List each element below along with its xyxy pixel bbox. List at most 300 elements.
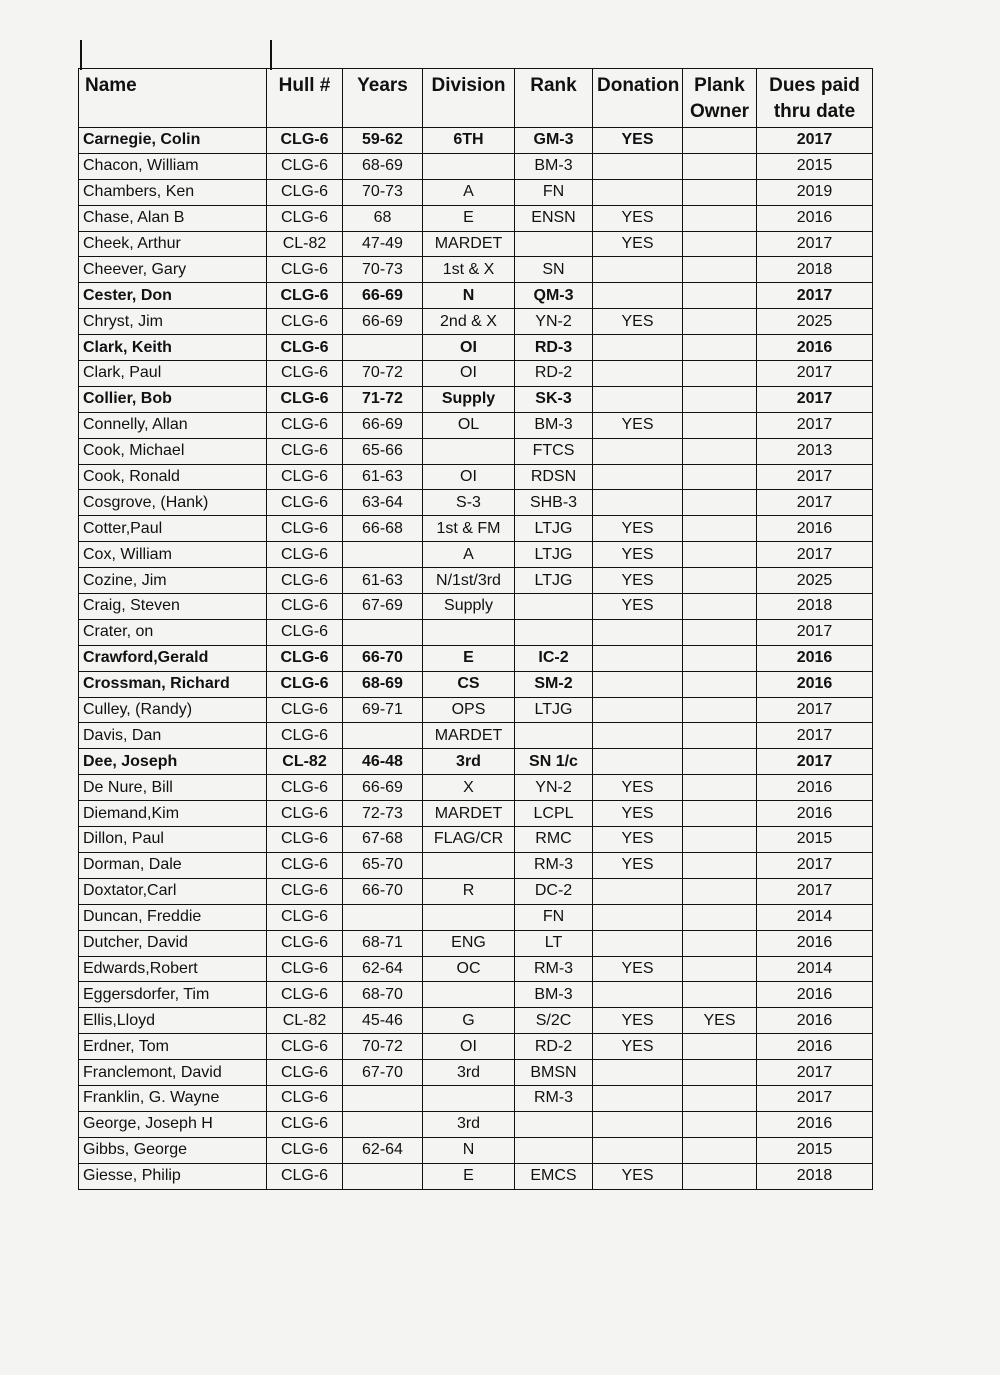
- cell-hull: CLG-6: [267, 827, 343, 853]
- table-row: [79, 309, 873, 335]
- cell-division: 2nd & X: [423, 309, 515, 335]
- cell-name: Erdner, Tom: [79, 1034, 267, 1060]
- cell-years: 70-72: [343, 1034, 423, 1060]
- cell-donation: [593, 257, 683, 283]
- cell-years: 67-68: [343, 827, 423, 853]
- table-row: [79, 179, 873, 205]
- cell-plank-owner: [683, 1060, 757, 1086]
- roster-body: [79, 128, 873, 1190]
- cell-donation: YES: [593, 231, 683, 257]
- cell-dues-paid: 2017: [757, 723, 873, 749]
- table-row: [79, 619, 873, 645]
- cell-name: Cook, Ronald: [79, 464, 267, 490]
- cell-division: FLAG/CR: [423, 827, 515, 853]
- cell-hull: CLG-6: [267, 1085, 343, 1111]
- cell-division: OI: [423, 464, 515, 490]
- cell-donation: [593, 619, 683, 645]
- cell-plank-owner: [683, 516, 757, 542]
- cell-years: 70-73: [343, 257, 423, 283]
- cell-rank: LTJG: [515, 542, 593, 568]
- cell-division: G: [423, 1008, 515, 1034]
- cell-plank-owner: [683, 490, 757, 516]
- cell-division: A: [423, 542, 515, 568]
- cell-rank: RMC: [515, 827, 593, 853]
- cell-division: MARDET: [423, 723, 515, 749]
- cell-donation: YES: [593, 956, 683, 982]
- cell-dues-paid: 2016: [757, 205, 873, 231]
- cell-hull: CLG-6: [267, 464, 343, 490]
- cell-dues-paid: 2017: [757, 749, 873, 775]
- table-row: [79, 516, 873, 542]
- cell-dues-paid: 2013: [757, 438, 873, 464]
- cell-years: 70-72: [343, 361, 423, 387]
- cell-hull: CLG-6: [267, 568, 343, 594]
- cell-plank-owner: [683, 801, 757, 827]
- cell-plank-owner: [683, 645, 757, 671]
- cell-years: [343, 1163, 423, 1189]
- cell-years: 72-73: [343, 801, 423, 827]
- cell-division: N: [423, 283, 515, 309]
- cell-dues-paid: 2017: [757, 464, 873, 490]
- cell-hull: CLG-6: [267, 594, 343, 620]
- cell-rank: BM-3: [515, 982, 593, 1008]
- cell-dues-paid: 2019: [757, 179, 873, 205]
- cell-donation: YES: [593, 801, 683, 827]
- cell-years: 70-73: [343, 179, 423, 205]
- cell-plank-owner: [683, 438, 757, 464]
- cell-years: 68-69: [343, 153, 423, 179]
- cell-plank-owner: [683, 723, 757, 749]
- table-row: [79, 568, 873, 594]
- cell-name: Collier, Bob: [79, 386, 267, 412]
- cell-plank-owner: [683, 697, 757, 723]
- cell-donation: YES: [593, 1034, 683, 1060]
- cell-plank-owner: [683, 775, 757, 801]
- table-row: [79, 464, 873, 490]
- cell-plank-owner: [683, 179, 757, 205]
- header-row: [79, 69, 873, 128]
- cell-plank-owner: [683, 982, 757, 1008]
- table-row: [79, 1163, 873, 1189]
- cell-hull: CLG-6: [267, 386, 343, 412]
- cell-hull: CLG-6: [267, 542, 343, 568]
- cell-rank: SN: [515, 257, 593, 283]
- cell-division: MARDET: [423, 231, 515, 257]
- cell-hull: CLG-6: [267, 1034, 343, 1060]
- cell-hull: CLG-6: [267, 309, 343, 335]
- cell-name: Crossman, Richard: [79, 671, 267, 697]
- cell-dues-paid: 2016: [757, 1008, 873, 1034]
- cell-name: Chryst, Jim: [79, 309, 267, 335]
- cell-years: 66-69: [343, 412, 423, 438]
- table-row: [79, 904, 873, 930]
- cell-hull: CLG-6: [267, 904, 343, 930]
- cell-dues-paid: 2025: [757, 568, 873, 594]
- cell-name: Crater, on: [79, 619, 267, 645]
- cell-plank-owner: [683, 956, 757, 982]
- table-row: [79, 775, 873, 801]
- cell-division: 6TH: [423, 128, 515, 154]
- cell-plank-owner: [683, 257, 757, 283]
- cell-dues-paid: 2017: [757, 490, 873, 516]
- cell-name: Chase, Alan B: [79, 205, 267, 231]
- cell-dues-paid: 2017: [757, 542, 873, 568]
- cell-name: Cosgrove, (Hank): [79, 490, 267, 516]
- cell-division: S-3: [423, 490, 515, 516]
- cell-plank-owner: [683, 309, 757, 335]
- cell-hull: CLG-6: [267, 128, 343, 154]
- cell-rank: LT: [515, 930, 593, 956]
- cell-rank: FN: [515, 904, 593, 930]
- cell-years: 68-70: [343, 982, 423, 1008]
- cell-years: [343, 335, 423, 361]
- cell-donation: [593, 153, 683, 179]
- cell-donation: [593, 930, 683, 956]
- cell-rank: [515, 231, 593, 257]
- table-row: [79, 128, 873, 154]
- cell-hull: CL-82: [267, 749, 343, 775]
- cell-division: E: [423, 1163, 515, 1189]
- cell-rank: DC-2: [515, 878, 593, 904]
- header-donation: Donation: [593, 69, 683, 128]
- cell-division: 3rd: [423, 1060, 515, 1086]
- table-row: [79, 1060, 873, 1086]
- cell-rank: LTJG: [515, 516, 593, 542]
- cell-division: E: [423, 645, 515, 671]
- cell-rank: RDSN: [515, 464, 593, 490]
- cell-rank: SK-3: [515, 386, 593, 412]
- cell-name: Cozine, Jim: [79, 568, 267, 594]
- cell-name: Connelly, Allan: [79, 412, 267, 438]
- member-roster-table: [78, 68, 873, 1190]
- cell-years: [343, 542, 423, 568]
- cell-hull: CLG-6: [267, 775, 343, 801]
- table-row: [79, 361, 873, 387]
- cell-rank: LCPL: [515, 801, 593, 827]
- cell-years: 66-70: [343, 878, 423, 904]
- cell-division: R: [423, 878, 515, 904]
- cell-name: Gibbs, George: [79, 1137, 267, 1163]
- cell-plank-owner: [683, 464, 757, 490]
- cell-donation: [593, 361, 683, 387]
- cell-division: A: [423, 179, 515, 205]
- cell-dues-paid: 2017: [757, 361, 873, 387]
- cell-plank-owner: [683, 205, 757, 231]
- cell-donation: YES: [593, 568, 683, 594]
- cell-donation: [593, 464, 683, 490]
- cell-plank-owner: [683, 568, 757, 594]
- cell-rank: [515, 594, 593, 620]
- cell-plank-owner: [683, 827, 757, 853]
- cell-hull: CLG-6: [267, 1060, 343, 1086]
- cell-division: [423, 852, 515, 878]
- cell-rank: RD-3: [515, 335, 593, 361]
- table-row: [79, 671, 873, 697]
- cell-dues-paid: 2016: [757, 801, 873, 827]
- cell-name: Crawford,Gerald: [79, 645, 267, 671]
- cell-division: Supply: [423, 594, 515, 620]
- table-row: [79, 335, 873, 361]
- cell-dues-paid: 2014: [757, 956, 873, 982]
- cell-plank-owner: [683, 128, 757, 154]
- header-dues-paid: Dues paid thru date: [757, 69, 873, 128]
- cell-years: 67-70: [343, 1060, 423, 1086]
- cell-dues-paid: 2017: [757, 283, 873, 309]
- cell-hull: CL-82: [267, 1008, 343, 1034]
- cell-dues-paid: 2025: [757, 309, 873, 335]
- header-name: Name: [79, 69, 267, 128]
- cell-years: 68: [343, 205, 423, 231]
- cell-rank: EMCS: [515, 1163, 593, 1189]
- cell-plank-owner: [683, 594, 757, 620]
- cell-rank: RD-2: [515, 361, 593, 387]
- table-row: [79, 231, 873, 257]
- table-row: [79, 1085, 873, 1111]
- cell-dues-paid: 2017: [757, 386, 873, 412]
- cell-years: 66-69: [343, 775, 423, 801]
- cell-years: 68-69: [343, 671, 423, 697]
- cell-dues-paid: 2016: [757, 516, 873, 542]
- cell-rank: IC-2: [515, 645, 593, 671]
- cell-name: Chambers, Ken: [79, 179, 267, 205]
- table-row: [79, 645, 873, 671]
- table-row: [79, 852, 873, 878]
- cell-dues-paid: 2017: [757, 412, 873, 438]
- cell-plank-owner: [683, 671, 757, 697]
- cell-name: Duncan, Freddie: [79, 904, 267, 930]
- cell-division: OL: [423, 412, 515, 438]
- cell-plank-owner: [683, 386, 757, 412]
- cell-rank: S/2C: [515, 1008, 593, 1034]
- cell-division: E: [423, 205, 515, 231]
- cell-rank: LTJG: [515, 568, 593, 594]
- table-row: [79, 749, 873, 775]
- cell-years: 69-71: [343, 697, 423, 723]
- cell-dues-paid: 2014: [757, 904, 873, 930]
- cell-years: 66-68: [343, 516, 423, 542]
- cell-donation: [593, 335, 683, 361]
- cell-name: Craig, Steven: [79, 594, 267, 620]
- cell-name: Cook, Michael: [79, 438, 267, 464]
- cell-dues-paid: 2016: [757, 775, 873, 801]
- cell-division: OI: [423, 1034, 515, 1060]
- cell-division: Supply: [423, 386, 515, 412]
- cell-name: Cheek, Arthur: [79, 231, 267, 257]
- cell-division: ENG: [423, 930, 515, 956]
- cell-rank: RM-3: [515, 956, 593, 982]
- cell-years: 45-46: [343, 1008, 423, 1034]
- cell-years: 62-64: [343, 1137, 423, 1163]
- cell-hull: CLG-6: [267, 852, 343, 878]
- cell-years: 47-49: [343, 231, 423, 257]
- header-hull: Hull #: [267, 69, 343, 128]
- cell-name: Dutcher, David: [79, 930, 267, 956]
- cell-donation: YES: [593, 852, 683, 878]
- table-row: [79, 982, 873, 1008]
- cell-hull: CLG-6: [267, 878, 343, 904]
- cell-plank-owner: [683, 1137, 757, 1163]
- cell-name: Franklin, G. Wayne: [79, 1085, 267, 1111]
- cell-dues-paid: 2016: [757, 671, 873, 697]
- cell-years: 68-71: [343, 930, 423, 956]
- cell-name: Dillon, Paul: [79, 827, 267, 853]
- cell-name: Doxtator,Carl: [79, 878, 267, 904]
- cell-rank: BMSN: [515, 1060, 593, 1086]
- cell-years: 62-64: [343, 956, 423, 982]
- cell-hull: CLG-6: [267, 490, 343, 516]
- cell-hull: CLG-6: [267, 956, 343, 982]
- cell-rank: BM-3: [515, 412, 593, 438]
- cell-donation: [593, 283, 683, 309]
- cell-rank: [515, 1111, 593, 1137]
- cell-name: Dorman, Dale: [79, 852, 267, 878]
- cell-dues-paid: 2015: [757, 827, 873, 853]
- table-row: [79, 956, 873, 982]
- cell-donation: [593, 386, 683, 412]
- cell-dues-paid: 2017: [757, 697, 873, 723]
- cell-years: [343, 904, 423, 930]
- cell-hull: CLG-6: [267, 982, 343, 1008]
- cell-plank-owner: YES: [683, 1008, 757, 1034]
- table-row: [79, 205, 873, 231]
- cell-name: Cotter,Paul: [79, 516, 267, 542]
- cell-dues-paid: 2017: [757, 852, 873, 878]
- cell-hull: CLG-6: [267, 283, 343, 309]
- cell-dues-paid: 2015: [757, 1137, 873, 1163]
- cell-division: OPS: [423, 697, 515, 723]
- cell-plank-owner: [683, 878, 757, 904]
- cell-rank: RD-2: [515, 1034, 593, 1060]
- cell-plank-owner: [683, 231, 757, 257]
- cell-name: Carnegie, Colin: [79, 128, 267, 154]
- cell-name: Clark, Paul: [79, 361, 267, 387]
- cell-division: N: [423, 1137, 515, 1163]
- cell-division: X: [423, 775, 515, 801]
- cell-years: [343, 1085, 423, 1111]
- table-row: [79, 1008, 873, 1034]
- cell-years: [343, 619, 423, 645]
- table-row: [79, 723, 873, 749]
- cell-dues-paid: 2017: [757, 619, 873, 645]
- table-row: [79, 386, 873, 412]
- cell-division: [423, 1085, 515, 1111]
- cell-name: Franclemont, David: [79, 1060, 267, 1086]
- cell-division: CS: [423, 671, 515, 697]
- cell-hull: CLG-6: [267, 179, 343, 205]
- cell-dues-paid: 2016: [757, 645, 873, 671]
- cell-donation: [593, 1111, 683, 1137]
- cell-name: De Nure, Bill: [79, 775, 267, 801]
- cell-donation: [593, 982, 683, 1008]
- cell-donation: YES: [593, 542, 683, 568]
- cell-rank: YN-2: [515, 775, 593, 801]
- cell-hull: CLG-6: [267, 619, 343, 645]
- cell-plank-owner: [683, 930, 757, 956]
- cell-hull: CLG-6: [267, 1163, 343, 1189]
- cell-name: Edwards,Robert: [79, 956, 267, 982]
- cell-hull: CLG-6: [267, 723, 343, 749]
- cell-rank: SHB-3: [515, 490, 593, 516]
- cell-hull: CLG-6: [267, 801, 343, 827]
- cell-rank: SN 1/c: [515, 749, 593, 775]
- header-rank: Rank: [515, 69, 593, 128]
- cell-hull: CLG-6: [267, 1111, 343, 1137]
- cell-donation: [593, 1060, 683, 1086]
- cell-rank: RM-3: [515, 1085, 593, 1111]
- table-row: [79, 438, 873, 464]
- cell-dues-paid: 2018: [757, 1163, 873, 1189]
- cell-name: Dee, Joseph: [79, 749, 267, 775]
- cell-hull: CLG-6: [267, 412, 343, 438]
- cell-division: [423, 153, 515, 179]
- cell-hull: CLG-6: [267, 257, 343, 283]
- cell-donation: [593, 878, 683, 904]
- cell-years: 66-69: [343, 309, 423, 335]
- table-row: [79, 827, 873, 853]
- table-row: [79, 153, 873, 179]
- cell-division: OI: [423, 361, 515, 387]
- cell-rank: FTCS: [515, 438, 593, 464]
- cell-dues-paid: 2018: [757, 257, 873, 283]
- cell-donation: YES: [593, 516, 683, 542]
- cell-years: 59-62: [343, 128, 423, 154]
- cell-division: 1st & FM: [423, 516, 515, 542]
- cell-donation: YES: [593, 827, 683, 853]
- cell-years: 65-66: [343, 438, 423, 464]
- cell-name: Diemand,Kim: [79, 801, 267, 827]
- cell-donation: [593, 904, 683, 930]
- header-division: Division: [423, 69, 515, 128]
- cell-years: 67-69: [343, 594, 423, 620]
- table-row: [79, 878, 873, 904]
- cell-donation: [593, 438, 683, 464]
- cell-plank-owner: [683, 412, 757, 438]
- cell-dues-paid: 2017: [757, 128, 873, 154]
- cell-name: Cester, Don: [79, 283, 267, 309]
- cell-hull: CLG-6: [267, 438, 343, 464]
- cell-rank: BM-3: [515, 153, 593, 179]
- cell-years: 61-63: [343, 568, 423, 594]
- cell-division: OC: [423, 956, 515, 982]
- table-top-stub: [80, 40, 272, 70]
- table-row: [79, 801, 873, 827]
- cell-dues-paid: 2017: [757, 1060, 873, 1086]
- cell-division: [423, 438, 515, 464]
- cell-division: OI: [423, 335, 515, 361]
- cell-plank-owner: [683, 1034, 757, 1060]
- cell-donation: YES: [593, 594, 683, 620]
- cell-years: 66-70: [343, 645, 423, 671]
- cell-hull: CLG-6: [267, 153, 343, 179]
- cell-donation: [593, 671, 683, 697]
- cell-plank-owner: [683, 1111, 757, 1137]
- cell-hull: CLG-6: [267, 361, 343, 387]
- header-plank-owner: Plank Owner: [683, 69, 757, 128]
- cell-years: 61-63: [343, 464, 423, 490]
- cell-years: 65-70: [343, 852, 423, 878]
- cell-donation: YES: [593, 412, 683, 438]
- cell-hull: CLG-6: [267, 930, 343, 956]
- cell-years: 71-72: [343, 386, 423, 412]
- cell-name: Cheever, Gary: [79, 257, 267, 283]
- table-row: [79, 283, 873, 309]
- cell-rank: [515, 619, 593, 645]
- cell-rank: LTJG: [515, 697, 593, 723]
- cell-division: 3rd: [423, 1111, 515, 1137]
- cell-donation: [593, 490, 683, 516]
- cell-rank: FN: [515, 179, 593, 205]
- table-row: [79, 412, 873, 438]
